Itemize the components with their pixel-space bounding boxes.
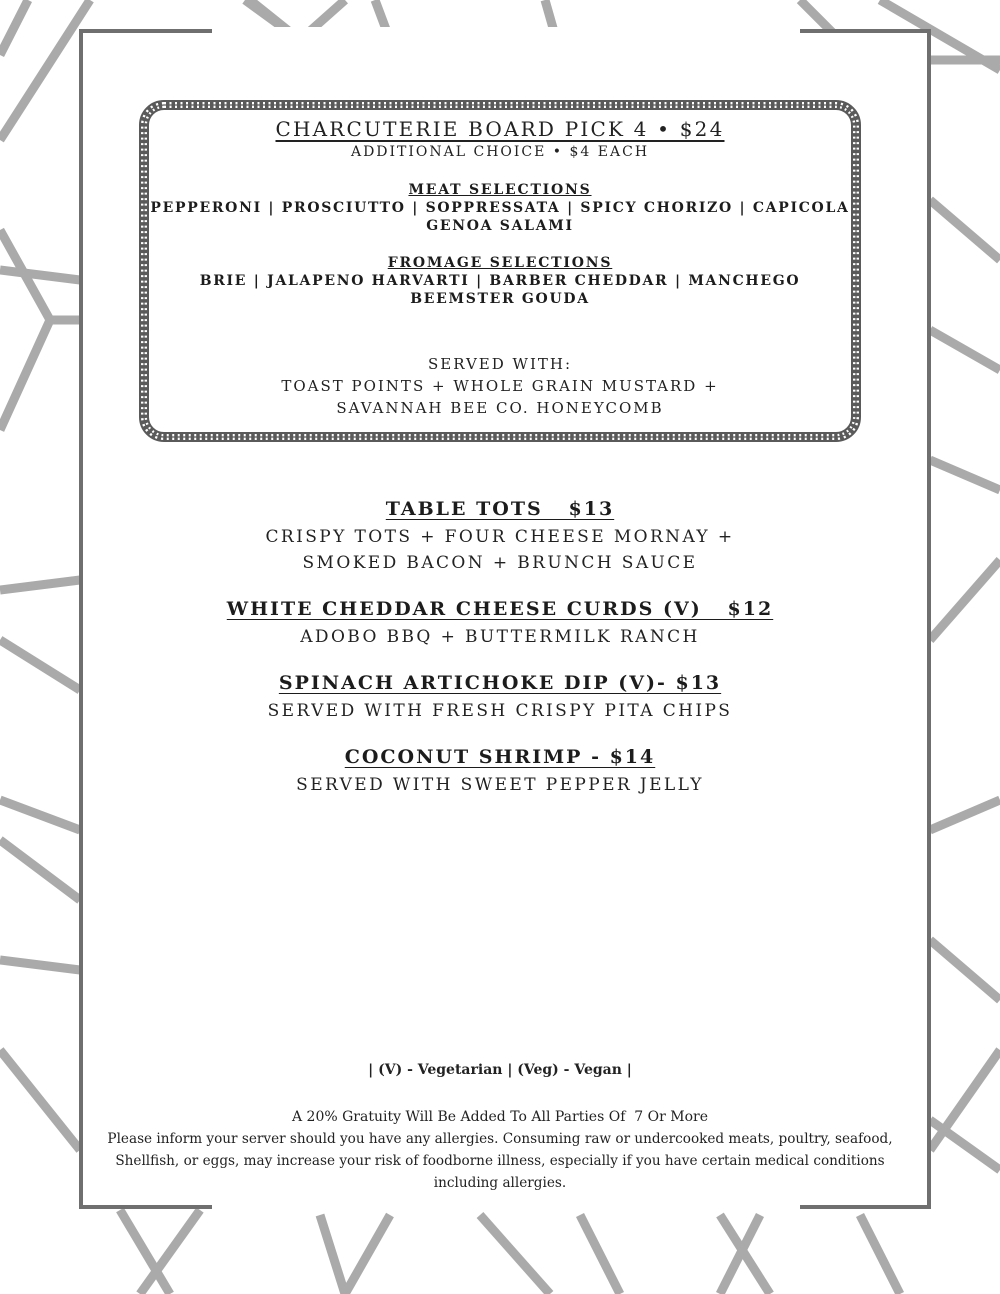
charcuterie-title: CHARCUTERIE BOARD PICK 4 • $24	[275, 117, 725, 141]
menu-items	[100, 494, 900, 816]
fromage-list-line: BRIE | JALAPENO HARVARTI | BARBER CHEDDAR | MANCHEGO	[199, 273, 801, 289]
menu-item-title: TABLE TOTS $13	[385, 498, 615, 520]
menu-item-description: SERVED WITH FRESH CRISPY PITA CHIPS	[267, 701, 733, 721]
gratuity-note: A 20% Gratuity Will Be Added To All Parties Of 7 Or More	[291, 1109, 708, 1125]
menu-item-title: SPINACH ARTICHOKE DIP (V)- $13	[278, 672, 722, 694]
served-with-line: SAVANNAH BEE CO. HONEYCOMB	[336, 399, 664, 417]
footer-notice	[95, 1106, 905, 1194]
dietary-legend: | (V) - Vegetarian | (Veg) - Vegan |	[368, 1062, 632, 1078]
meat-list-line: PEPPERONI | PROSCIUTTO | SOPPRESSATA | SPICY CHORIZO | CAPICOLA	[150, 200, 850, 216]
menu-item	[100, 742, 900, 798]
menu-item	[100, 494, 900, 576]
meat-list-line: GENOA SALAMI	[426, 218, 574, 234]
menu-item-description: CRISPY TOTS + FOUR CHEESE MORNAY +	[265, 527, 735, 547]
menu-item	[100, 594, 900, 650]
served-with-line: TOAST POINTS + WHOLE GRAIN MUSTARD +	[281, 377, 719, 395]
menu-item-title: WHITE CHEDDAR CHEESE CURDS (V) $12	[226, 598, 774, 620]
menu-item-title: COCONUT SHRIMP - $14	[344, 746, 656, 768]
served-with-label: SERVED WITH:	[427, 355, 573, 373]
menu-item-description: SERVED WITH SWEET PEPPER JELLY	[296, 775, 704, 795]
charcuterie-board-section	[139, 100, 861, 442]
menu-item-description: ADOBO BBQ + BUTTERMILK RANCH	[300, 627, 700, 647]
additional-choice-note: ADDITIONAL CHOICE • $4 EACH	[350, 144, 650, 160]
meat-selections-heading: MEAT SELECTIONS	[408, 182, 592, 198]
menu-item-description: SMOKED BACON + BRUNCH SAUCE	[302, 553, 698, 573]
fromage-selections-heading: FROMAGE SELECTIONS	[387, 255, 613, 271]
menu-item	[100, 668, 900, 724]
fromage-list-line: BEEMSTER GOUDA	[410, 291, 590, 307]
allergy-disclaimer: Please inform your server should you have any allergies. Consuming raw or undercooked meats, poultry, seafood, Shellfish, or eggs, may increase your risk of foodborne illness, especially if you have certain medical conditions including allergies.	[107, 1131, 893, 1191]
